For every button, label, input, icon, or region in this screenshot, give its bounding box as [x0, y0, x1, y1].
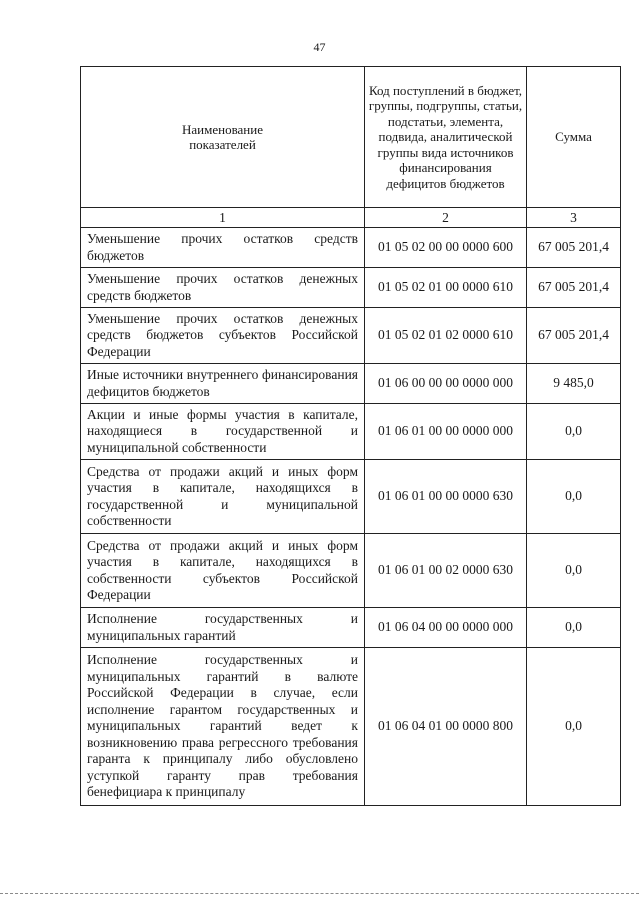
row-sum: 67 005 201,4: [527, 268, 621, 308]
row-name: Уменьшение прочих остатков денежных средств бюджетов: [81, 268, 365, 308]
row-name: Уменьшение прочих остатков денежных средств бюджетов субъектов Российской Федерации: [81, 308, 365, 364]
row-code: 01 06 04 00 00 0000 000: [365, 608, 527, 648]
row-code: 01 06 01 00 00 0000 630: [365, 460, 527, 534]
row-code: 01 05 02 00 00 0000 600: [365, 228, 527, 268]
table-row: [81, 268, 621, 308]
row-sum: 9 485,0: [527, 364, 621, 404]
row-code: 01 06 01 00 00 0000 000: [365, 404, 527, 460]
row-name: Исполнение государственных и муниципальных гарантий: [81, 608, 365, 648]
table-row: [81, 460, 621, 534]
row-name: Иные источники внутреннего финансирования дефицитов бюджетов: [81, 364, 365, 404]
row-sum: 67 005 201,4: [527, 308, 621, 364]
table-row: [81, 308, 621, 364]
row-sum: 0,0: [527, 608, 621, 648]
column-number-2: 2: [365, 208, 527, 228]
row-name: Уменьшение прочих остатков средств бюджетов: [81, 228, 365, 268]
row-name: Средства от продажи акций и иных форм участия в капитале, находящихся в государственной и муниципальной собственности: [81, 460, 365, 534]
row-code: 01 06 00 00 00 0000 000: [365, 364, 527, 404]
row-sum: 0,0: [527, 534, 621, 608]
row-name: Исполнение государственных и муниципальных гарантий в валюте Российской Федерации в случае, если исполнение гарантом государственных и муниципальных гарантий ведет к возникновению права регрессного требования гаранта к принципалу либо обусловлено уступкой гаранту прав требования бенефициара к принципалу: [81, 648, 365, 806]
row-name: Акции и иные формы участия в капитале, находящиеся в государственной и муниципальной собственности: [81, 404, 365, 460]
table-row: [81, 404, 621, 460]
sources-financing-table: [80, 66, 621, 806]
row-sum: 0,0: [527, 460, 621, 534]
header-row: [81, 67, 621, 208]
row-code: 01 05 02 01 00 0000 610: [365, 268, 527, 308]
column-number-row: [81, 208, 621, 228]
header-sum: Сумма: [527, 67, 621, 208]
header-code: Код поступлений в бюджет, группы, подгруппы, статьи, подстатьи, элемента, подвида, аналитической группы вида источников финансирования дефицитов бюджетов: [365, 67, 527, 208]
row-sum: 0,0: [527, 404, 621, 460]
page-number: 47: [313, 40, 326, 54]
table-row: [81, 364, 621, 404]
column-number-3: 3: [527, 208, 621, 228]
page-bottom-rule: [0, 893, 639, 894]
row-sum: 67 005 201,4: [527, 228, 621, 268]
row-code: 01 06 04 01 00 0000 800: [365, 648, 527, 806]
table-row: [81, 534, 621, 608]
row-code: 01 06 01 00 02 0000 630: [365, 534, 527, 608]
table-row: [81, 648, 621, 806]
row-code: 01 05 02 01 02 0000 610: [365, 308, 527, 364]
table-row: [81, 228, 621, 268]
row-name: Средства от продажи акций и иных форм участия в капитале, находящихся в собственности субъектов Российской Федерации: [81, 534, 365, 608]
row-sum: 0,0: [527, 648, 621, 806]
column-number-1: 1: [81, 208, 365, 228]
header-name: Наименование показателей: [81, 67, 365, 208]
table-row: [81, 608, 621, 648]
